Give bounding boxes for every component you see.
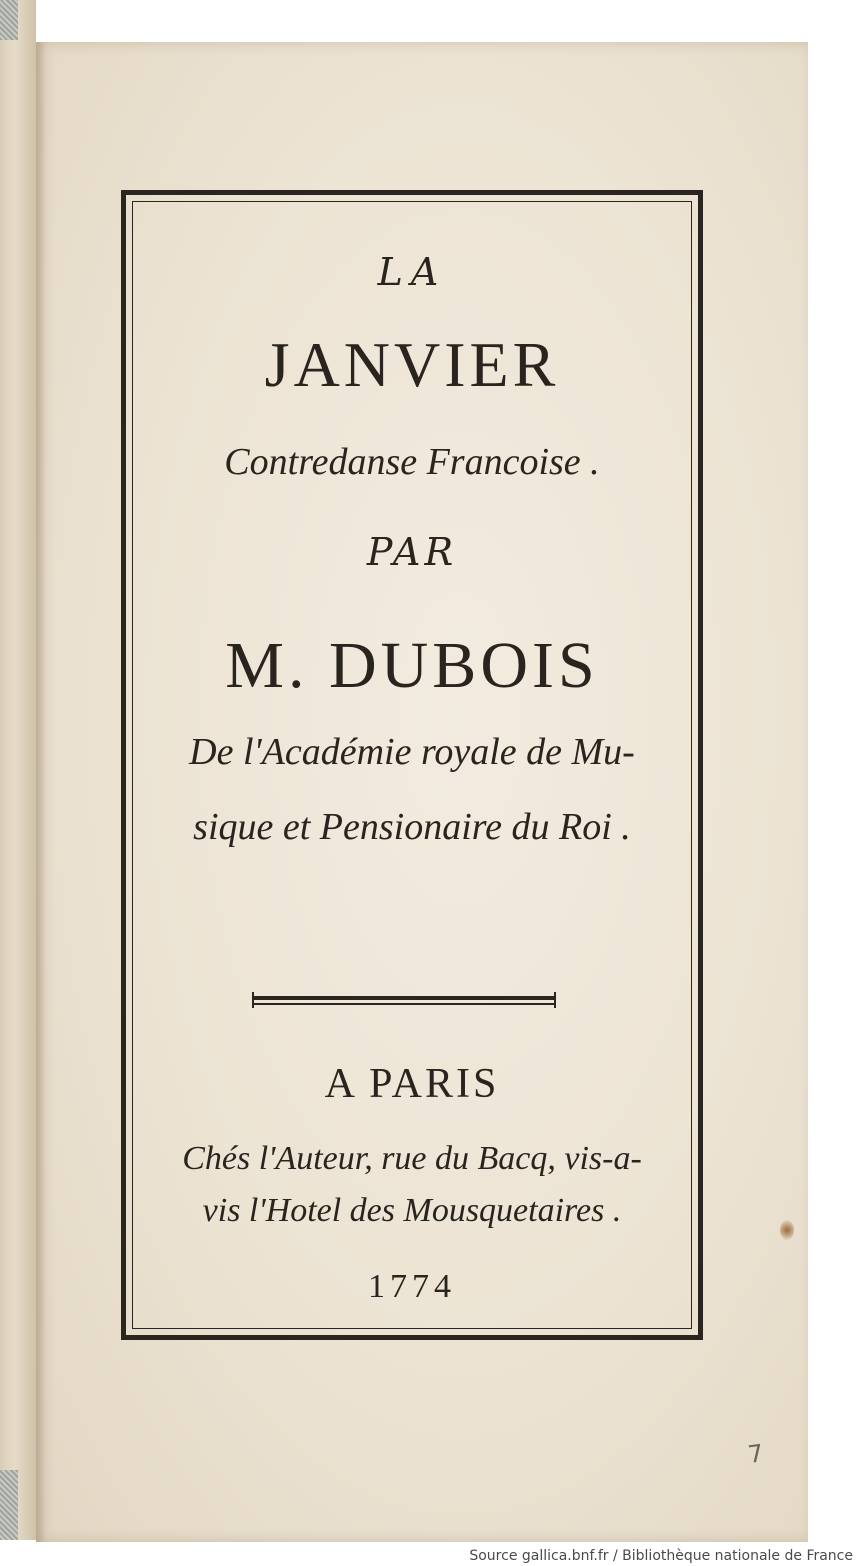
imprint-year: 1774 <box>368 1268 456 1305</box>
decorative-rule <box>252 996 556 1006</box>
affiliation-line-2: sique et Pensionaire du Roi . <box>193 806 631 848</box>
imprint-address-line-2: vis l'Hotel des Mousquetaires . <box>202 1192 622 1229</box>
paper-stain <box>780 1220 794 1240</box>
rule-thick-line <box>252 996 556 1000</box>
page-number-pencil-mark: 7 <box>746 1439 766 1469</box>
source-credit: Source gallica.bnf.fr / Bibliothèque nationale de France <box>469 1548 853 1564</box>
page-gutter-shadow <box>36 42 46 1542</box>
rule-thin-line <box>252 1003 556 1005</box>
author-name: M. DUBOIS <box>225 629 599 702</box>
subtitle: Contredanse Francoise . <box>224 441 600 483</box>
binding-cloth-bottom <box>0 1470 18 1540</box>
imprint-address-line-1: Chés l'Auteur, rue du Bacq, vis-a- <box>182 1140 642 1177</box>
book-binding <box>0 0 36 1540</box>
title-line-janvier: JANVIER <box>264 329 560 400</box>
imprint-city: A PARIS <box>324 1061 500 1107</box>
by-line: PAR <box>366 530 458 574</box>
affiliation-line-1: De l'Académie royale de Mu- <box>189 731 635 773</box>
rule-right-cap <box>554 992 556 1008</box>
binding-cloth-top <box>0 0 18 40</box>
rule-left-cap <box>252 992 254 1008</box>
title-line-la: LA <box>377 250 447 294</box>
